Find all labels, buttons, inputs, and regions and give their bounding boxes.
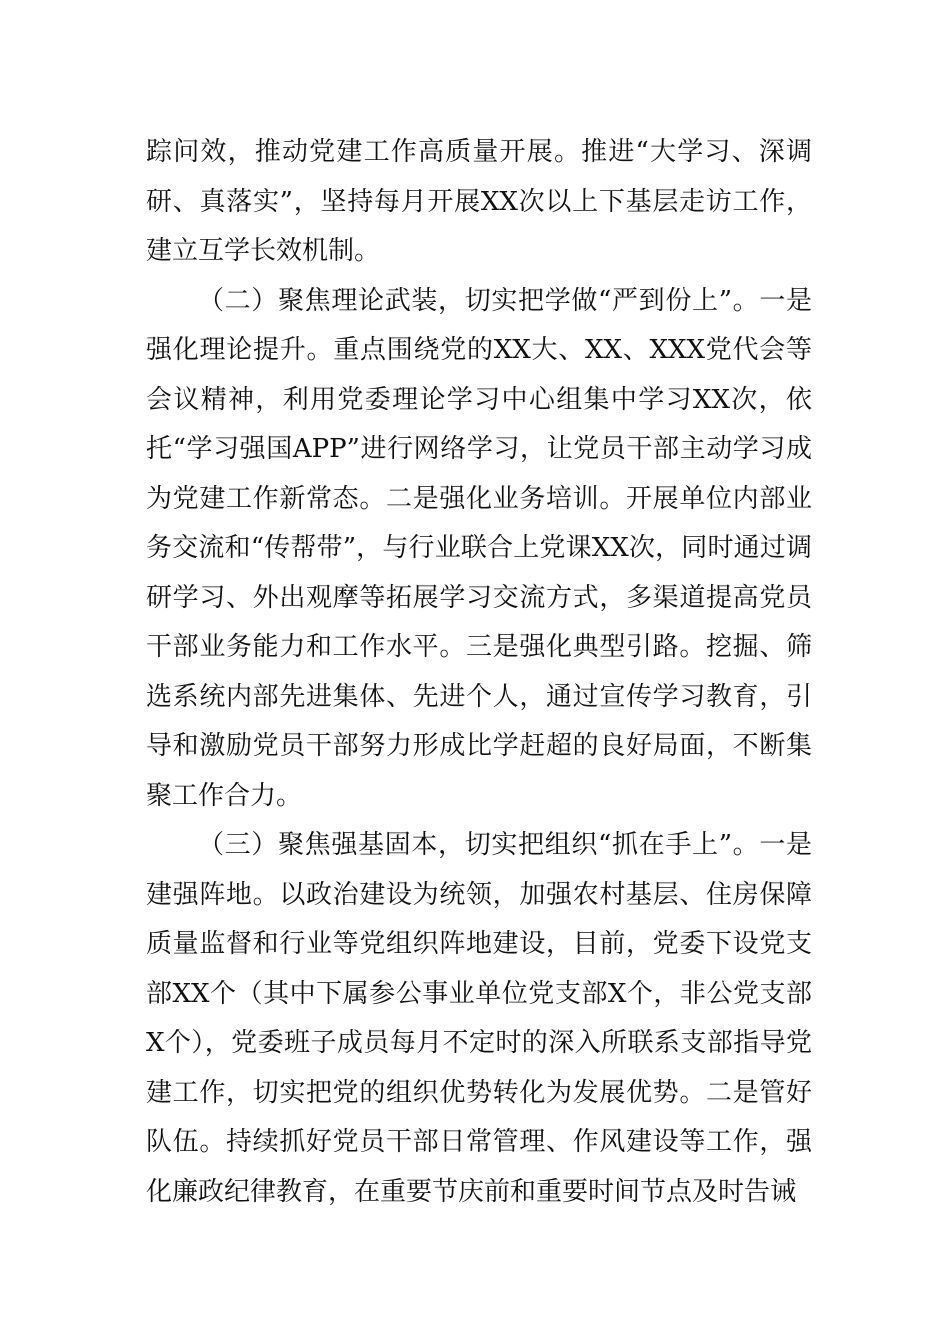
paragraph-theory-study: （二）聚焦理论武装，切实把学做“严到份上”。一是强化理论提升。重点围绕党的XX大、XX、XXX党代会等会议精神，利用党委理论学习中心组集中学习XX次，依托“学习强国APP”进行网络学习，让党员干部主动学习成为党建工作新常态。二是强化业务培训。开展单位内部业务交流和“传帮带”，与行业联合上党课XX次，同时通过调研学习、外出观摩等拓展学习交流方式，多渠道提高党员干部业务能力和工作水平。三是强化典型引路。挖掘、筛选系统内部先进集体、先进个人，通过宣传学习教育，引导和激励党员干部努力形成比学赶超的良好局面，不断集聚工作合力。 [146,285,812,811]
paragraph-continuation: 踪问效，推动党建工作高质量开展。推进“大学习、深调研、真落实”，坚持每月开展XX次以上下基层走访工作，建立互学长效机制。 [146,137,812,266]
document-body [146,128,812,1217]
paragraph-organization-building: （三）聚焦强基固本，切实把组织“抓在手上”。一是建强阵地。以政治建设为统领，加强农村基层、住房保障质量监督和行业等党组织阵地建设，目前，党委下设党支部XX个（其中下属参公事业单位党支部X个，非公党支部X个），党委班子成员每月不定时的深入所联系支部指导党建工作，切实把党的组织优势转化为发展优势。二是管好队伍。持续抓好党员干部日常管理、作风建设等工作，强化廉政纪律教育，在重要节庆前和重要时间节点及时告诫 [146,830,812,1207]
